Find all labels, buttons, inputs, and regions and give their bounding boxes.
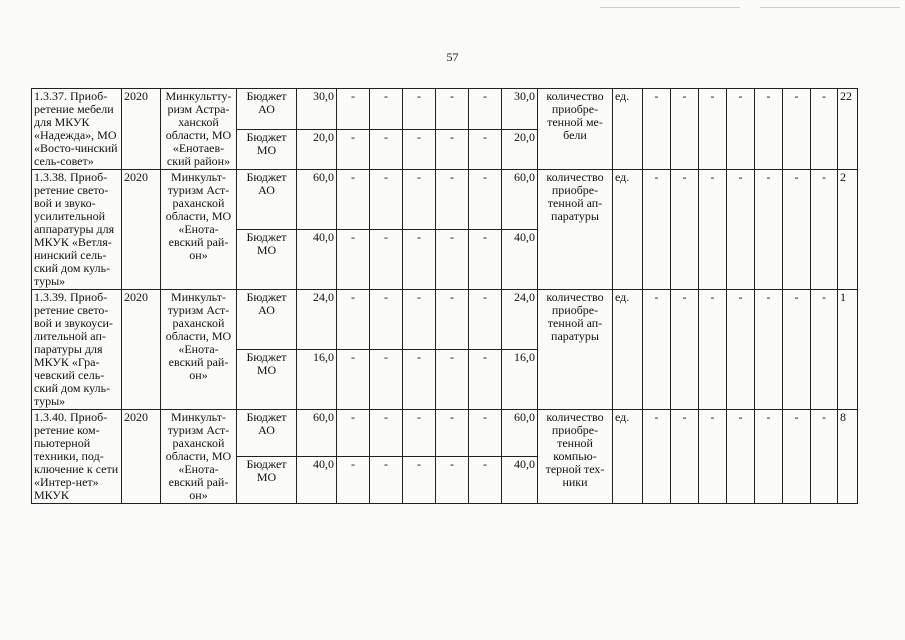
indicator-year-value: - [699,170,727,290]
indicator-year-value: - [755,89,783,170]
amount-year-mo: - [337,129,370,170]
executor-cell: Минкульт-туризм Аст-раханской области, МО «Енота-евский рай-он» [161,410,237,504]
amount-year-ao: - [403,89,436,130]
amount-year-ao: - [370,89,403,130]
amount-year-mo: - [337,230,370,290]
amount-year-ao: - [436,170,469,230]
amount-year-ao: - [337,89,370,130]
funding-source-mo: Бюджет МО [237,129,297,170]
amount-year-mo: - [370,350,403,410]
table-row [32,290,858,350]
amount-total-mo: 16,0 [297,350,337,410]
indicator-year-value: - [783,89,811,170]
indicator-final-value: 1 [838,290,858,410]
amount-last-mo: 20,0 [502,129,538,170]
indicator-year-value: - [727,170,755,290]
program-table [31,88,858,504]
amount-year-mo: - [469,457,502,504]
amount-year-mo: - [370,457,403,504]
executor-cell: Минкультту-ризм Астра-ханской области, МО «Енотаев-ский район» [161,89,237,170]
amount-year-mo: - [337,350,370,410]
amount-year-mo: - [403,350,436,410]
indicator-name: количество приобре-тенной ме-бели [538,89,613,170]
amount-year-mo: - [337,457,370,504]
indicator-year-value: - [811,290,838,410]
funding-source-mo: Бюджет МО [237,350,297,410]
amount-last-mo: 40,0 [502,457,538,504]
measure-description: 1.3.39. Приоб-ретение свето-вой и звукоуси-лительной ап-паратуры для МКУК «Гра-чевский сель-ский дом куль-туры» [32,290,122,410]
year-cell: 2020 [122,290,161,410]
funding-source-mo: Бюджет МО [237,230,297,290]
amount-year-ao: - [436,410,469,457]
amount-year-mo: - [436,129,469,170]
measure-description: 1.3.37. Приоб-ретение мебели для МКУК «Надежда», МО «Восто-чинский сель-совет» [32,89,122,170]
indicator-year-value: - [727,290,755,410]
indicator-year-value: - [671,290,699,410]
amount-year-ao: - [337,290,370,350]
funding-source-ao: Бюджет АО [237,290,297,350]
amount-year-ao: - [403,290,436,350]
indicator-final-value: 2 [838,170,858,290]
amount-total-ao: 24,0 [297,290,337,350]
indicator-year-value: - [671,410,699,504]
funding-source-ao: Бюджет АО [237,89,297,130]
indicator-year-value: - [755,410,783,504]
scan-artifact-line [600,7,740,8]
amount-last-ao: 24,0 [502,290,538,350]
amount-year-mo: - [436,230,469,290]
indicator-year-value: - [755,290,783,410]
indicator-year-value: - [643,410,671,504]
amount-total-ao: 30,0 [297,89,337,130]
indicator-year-value: - [699,89,727,170]
indicator-name: количество приобре-тенной компью-терной тех-ники [538,410,613,504]
amount-year-ao: - [370,410,403,457]
amount-year-mo: - [436,350,469,410]
amount-year-mo: - [469,350,502,410]
amount-year-ao: - [403,410,436,457]
table-row [32,89,858,130]
indicator-year-value: - [727,410,755,504]
amount-year-ao: - [469,410,502,457]
scan-artifact-line [760,7,900,8]
indicator-year-value: - [811,410,838,504]
amount-year-mo: - [469,230,502,290]
indicator-year-value: - [755,170,783,290]
amount-year-ao: - [469,170,502,230]
amount-year-ao: - [337,410,370,457]
indicator-year-value: - [699,410,727,504]
amount-year-mo: - [403,457,436,504]
unit-cell: ед. [613,410,643,504]
amount-year-ao: - [469,89,502,130]
amount-total-mo: 20,0 [297,129,337,170]
unit-cell: ед. [613,170,643,290]
table-row [32,170,858,230]
indicator-year-value: - [699,290,727,410]
indicator-year-value: - [783,170,811,290]
table-row [32,410,858,457]
year-cell: 2020 [122,410,161,504]
amount-year-ao: - [469,290,502,350]
indicator-year-value: - [811,170,838,290]
amount-year-ao: - [436,89,469,130]
amount-total-mo: 40,0 [297,457,337,504]
amount-year-mo: - [469,129,502,170]
amount-last-mo: 16,0 [502,350,538,410]
amount-year-mo: - [370,129,403,170]
year-cell: 2020 [122,89,161,170]
amount-year-ao: - [436,290,469,350]
indicator-year-value: - [671,170,699,290]
indicator-final-value: 22 [838,89,858,170]
amount-year-mo: - [436,457,469,504]
measure-description: 1.3.38. Приоб-ретение свето-вой и звуко-усилительной аппаратуры для МКУК «Ветля-нинский сель-ский дом куль-туры» [32,170,122,290]
amount-year-mo: - [370,230,403,290]
amount-last-mo: 40,0 [502,230,538,290]
indicator-name: количество приобре-тенной ап-паратуры [538,170,613,290]
indicator-year-value: - [727,89,755,170]
amount-year-ao: - [403,170,436,230]
indicator-year-value: - [643,290,671,410]
amount-total-ao: 60,0 [297,410,337,457]
amount-total-mo: 40,0 [297,230,337,290]
amount-year-mo: - [403,129,436,170]
indicator-year-value: - [643,170,671,290]
unit-cell: ед. [613,89,643,170]
amount-last-ao: 60,0 [502,170,538,230]
indicator-final-value: 8 [838,410,858,504]
indicator-year-value: - [811,89,838,170]
amount-year-ao: - [370,170,403,230]
executor-cell: Минкульт-туризм Аст-раханской области, МО «Енота-евский рай-он» [161,290,237,410]
indicator-year-value: - [783,290,811,410]
unit-cell: ед. [613,290,643,410]
funding-source-ao: Бюджет АО [237,170,297,230]
amount-total-ao: 60,0 [297,170,337,230]
indicator-year-value: - [671,89,699,170]
amount-last-ao: 60,0 [502,410,538,457]
indicator-year-value: - [643,89,671,170]
amount-last-ao: 30,0 [502,89,538,130]
funding-source-mo: Бюджет МО [237,457,297,504]
page-number: 57 [446,50,459,64]
executor-cell: Минкульт-туризм Аст-раханской области, МО «Енота-евский рай-он» [161,170,237,290]
funding-source-ao: Бюджет АО [237,410,297,457]
measure-description: 1.3.40. Приоб-ретение ком-пьютерной техники, под-ключение к сети «Интер-нет» МКУК [32,410,122,504]
indicator-year-value: - [783,410,811,504]
amount-year-mo: - [403,230,436,290]
indicator-name: количество приобре-тенной ап-паратуры [538,290,613,410]
year-cell: 2020 [122,170,161,290]
amount-year-ao: - [370,290,403,350]
amount-year-ao: - [337,170,370,230]
